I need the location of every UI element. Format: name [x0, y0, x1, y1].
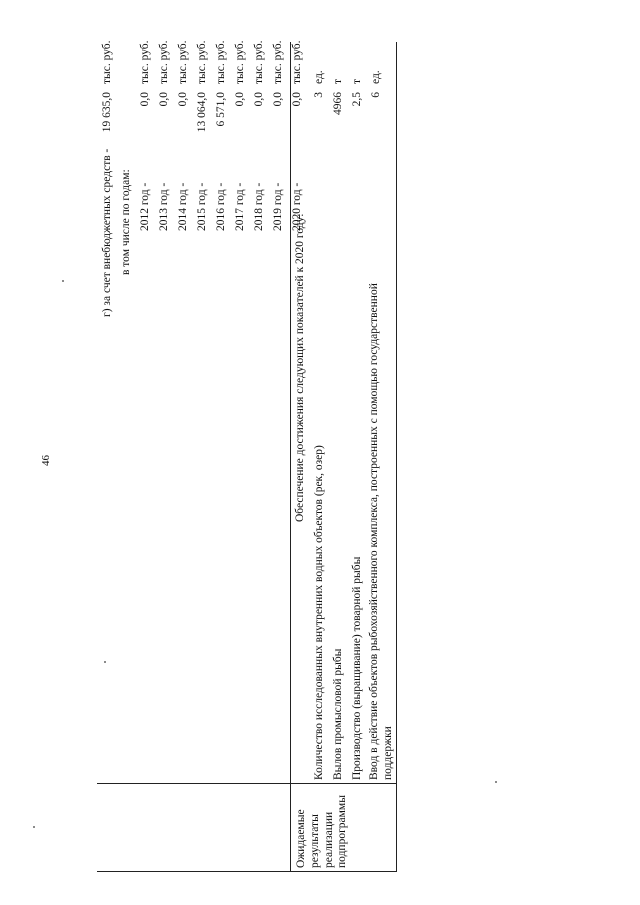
year-unit: тыс. руб. [234, 40, 246, 84]
year-value: 0,0 [291, 92, 303, 107]
year-unit: тыс. руб. [253, 40, 265, 84]
result-item-value: 2,5 [351, 92, 363, 107]
year-value: 0,0 [139, 92, 151, 107]
scan-speck [104, 661, 106, 663]
year-unit: тыс. руб. [177, 40, 189, 84]
result-item-text-continued: поддержки [382, 726, 394, 780]
year-label: 2019 год - [272, 182, 284, 231]
year-label: 2012 год - [139, 182, 151, 231]
year-value: 0,0 [158, 92, 170, 107]
result-item-unit: ед. [370, 70, 382, 84]
year-label: 2018 год - [253, 182, 265, 231]
year-unit: тыс. руб. [215, 40, 227, 84]
year-value: 0,0 [234, 92, 246, 107]
funding-heading: г) за счет внебюджетных средств - [101, 148, 113, 317]
year-value: 6 571,0 [215, 92, 227, 127]
year-unit: тыс. руб. [196, 40, 208, 84]
results-intro: Обеспечение достижения следующих показателей к 2020 году: [294, 213, 306, 522]
year-unit: тыс. руб. [139, 40, 151, 84]
scan-speck [495, 781, 497, 783]
year-value: 0,0 [272, 92, 284, 107]
year-label: 2014 год - [177, 182, 189, 231]
results-label-line: результаты [308, 814, 321, 868]
year-label: 2020 год - [291, 182, 303, 231]
result-item-text: Ввод в действие объектов рыбохозяйственного комплекса, построенных с помощью государственной [368, 283, 380, 780]
result-item-value: 4966 [332, 92, 344, 115]
row-divider [290, 42, 291, 872]
year-label: 2017 год - [234, 182, 246, 231]
year-label: 2016 год - [215, 182, 227, 231]
year-unit: тыс. руб. [291, 40, 303, 84]
results-label-line: реализации [322, 811, 335, 868]
document-table [97, 42, 397, 872]
result-item-unit: т [351, 78, 363, 84]
result-item-text: Производство (выращивание) товарной рыбы [351, 556, 363, 780]
funding-heading-value: 19 635,0 [101, 92, 113, 133]
result-item-value: 3 [313, 92, 325, 98]
results-label [295, 793, 350, 868]
result-item-text: Вылов промысловой рыбы [332, 648, 344, 780]
scan-speck [33, 826, 35, 828]
year-label: 2015 год - [196, 182, 208, 231]
result-item-text: Количество исследованных внутренних водных объектов (рек, озер) [313, 445, 325, 780]
funding-subheading: в том числе по годам: [120, 169, 132, 275]
year-unit: тыс. руб. [158, 40, 170, 84]
scan-speck [62, 280, 64, 282]
year-value: 0,0 [253, 92, 265, 107]
year-value: 13 064,0 [196, 92, 208, 133]
table-bottom-border [396, 42, 397, 872]
result-item-unit: ед. [313, 70, 325, 84]
column-divider [97, 783, 397, 784]
results-label-line: Ожидаемые [295, 809, 307, 868]
year-label: 2013 год - [158, 182, 170, 231]
table-top-border [97, 871, 397, 872]
year-unit: тыс. руб. [272, 40, 284, 84]
page-number: 46 [40, 455, 52, 466]
funding-heading-unit: тыс. руб. [101, 40, 113, 84]
year-value: 0,0 [177, 92, 189, 107]
results-label-line: подпрограммы [336, 795, 349, 868]
result-item-unit: т [332, 78, 344, 84]
result-item-value: 6 [370, 92, 382, 98]
